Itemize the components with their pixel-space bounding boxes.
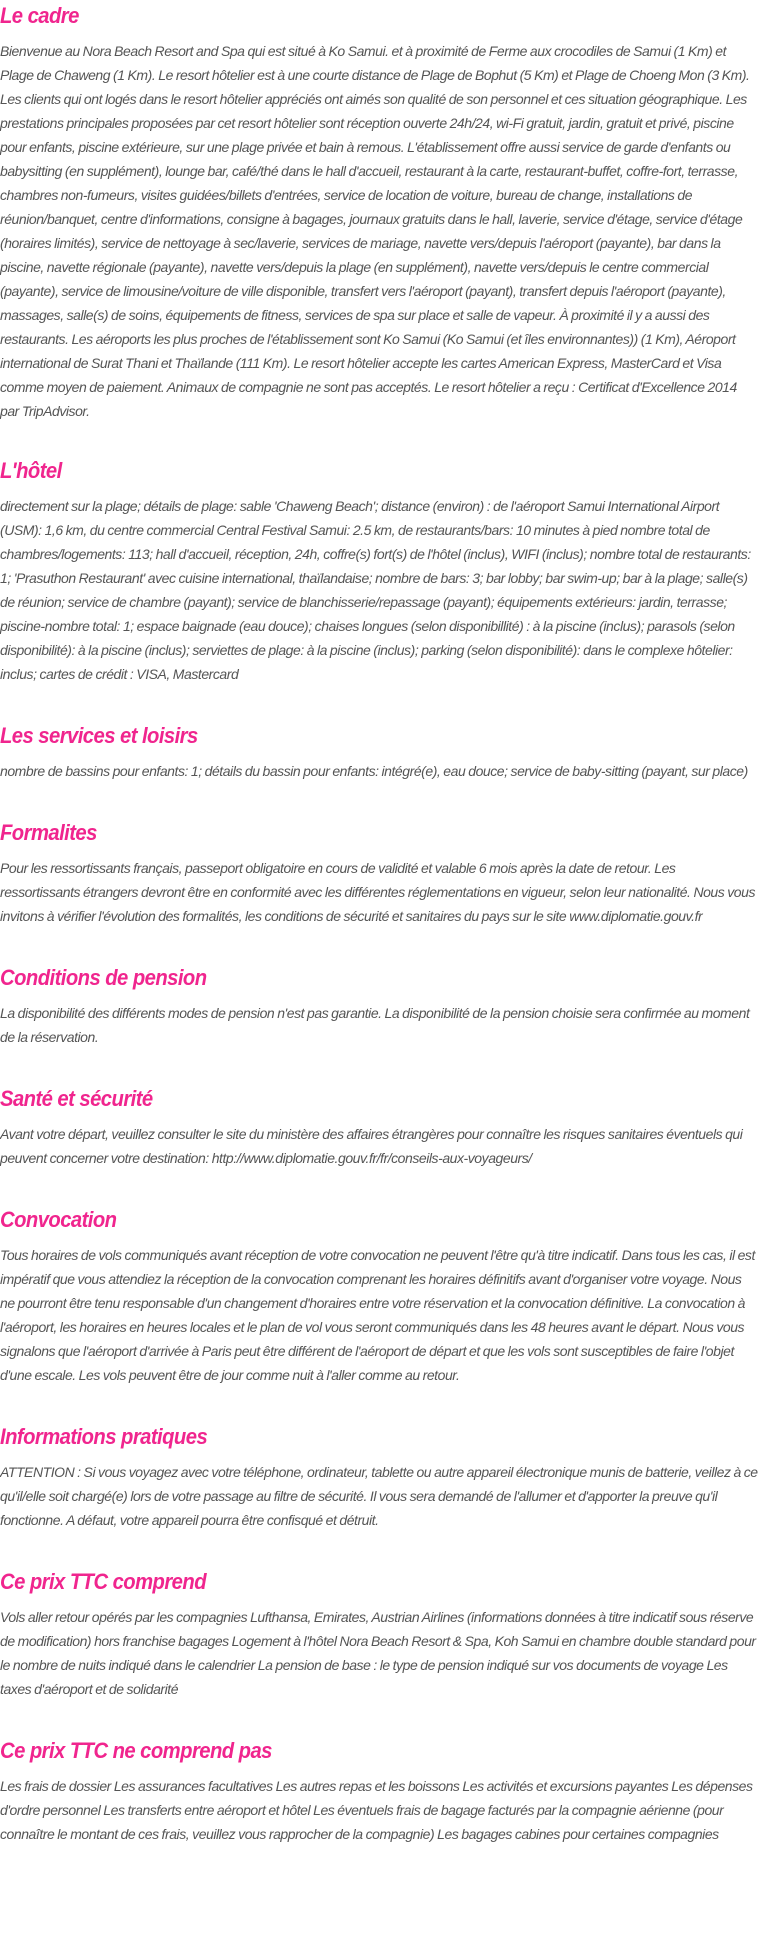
- section-services-loisirs: [0, 720, 758, 783]
- section-prix-comprend: [0, 1566, 758, 1701]
- section-body: nombre de bassins pour enfants: 1; détails du bassin pour enfants: intégré(e), eau douce; service de baby-sitting (payant, sur place): [0, 763, 748, 779]
- section-le-cadre: [0, 0, 758, 423]
- section-body: directement sur la plage; détails de plage: sable 'Chaweng Beach'; distance (environ) : de l'aéroport Samui International Airport (USM): 1,6 km, du centre commercial Central Festival Samui: 2.5 km, de restaurants/bars: 10 minutes à pied nombre total de chambres/logements: 113; hall d'accueil, réception, 24h, coffre(s) fort(s) de l'hôtel (inclus), WIFI (inclus); nombre total de restaurants: 1; 'Prasuthon Restaurant' avec cuisine international, thaïlandaise; nombre de bars: 3; bar lobby; bar swim-up; bar à la plage; salle(s) de réunion; service de chambre (payant); service de blanchisserie/repassage (payant); équipements extérieurs: jardin, terrasse; piscine-nombre total: 1; espace baignade (eau douce); chaises longues (selon disponibillité) : à la piscine (inclus); parasols (selon disponibilité): à la piscine (inclus); serviettes de plage: à la piscine (inclus); parking (selon disponibilité): dans le complexe hôtelier: inclus; cartes de crédit : VISA, Mastercard: [0, 498, 751, 682]
- section-convocation: [0, 1204, 758, 1387]
- section-title: Ce prix TTC ne comprend pas: [0, 1738, 272, 1763]
- section-title: Ce prix TTC comprend: [0, 1569, 207, 1594]
- section-body: ATTENTION : Si vous voyagez avec votre téléphone, ordinateur, tablette ou autre appareil électronique munis de batterie, veillez à ce qu'il/elle soit chargé(e) lors de votre passage au filtre de sécurité. Il vous sera demandé de l'allumer et d'apporter la preuve qu'il fonctionne. A défaut, votre appareil pourra être confisqué et détruit.: [0, 1464, 758, 1528]
- section-body: Avant votre départ, veuillez consulter le site du ministère des affaires étrangères pour connaître les risques sanitaires éventuels qui peuvent concerner votre destination: http://www.diplomatie.gouv.fr/fr/conseils-aux-voyageurs/: [0, 1126, 743, 1166]
- section-sante-securite: [0, 1083, 758, 1170]
- section-body: Vols aller retour opérés par les compagnies Lufthansa, Emirates, Austrian Airlines (informations données à titre indicatif sous réserve de modification) hors franchise bagages Logement à l'hôtel Nora Beach Resort & Spa, Koh Samui en chambre double standard pour le nombre de nuits indiqué dans le calendrier La pension de base : le type de pension indiqué sur vos documents de voyage Les taxes d'aéroport et de solidarité: [0, 1609, 756, 1697]
- section-prix-ne-comprend-pas: [0, 1735, 758, 1846]
- section-formalites: [0, 817, 758, 928]
- section-title: Informations pratiques: [0, 1424, 208, 1449]
- section-conditions-pension: [0, 962, 758, 1049]
- section-body: La disponibilité des différents modes de pension n'est pas garantie. La disponibilité de la pension choisie sera confirmée au moment de la réservation.: [0, 1005, 750, 1045]
- section-body: Pour les ressortissants français, passeport obligatoire en cours de validité et valable 6 mois après la date de retour. Les ressortissants étrangers devront être en conformité avec les différentes réglementations en vigueur, selon leur nationalité. Nous vous invitons à vérifier l'évolution des formalités, les conditions de sécurité et sanitaires du pays sur le site www.diplomatie.gouv.fr: [0, 860, 756, 924]
- section-title: Santé et sécurité: [0, 1086, 153, 1111]
- section-informations-pratiques: [0, 1421, 758, 1532]
- section-title: Le cadre: [0, 3, 79, 28]
- section-title: Conditions de pension: [0, 965, 207, 990]
- section-body: Les frais de dossier Les assurances facultatives Les autres repas et les boissons Les activités et excursions payantes Les dépenses d'ordre personnel Les transferts entre aéroport et hôtel Les éventuels frais de bagage facturés par la compagnie aérienne (pour connaître le montant de ces frais, veuillez vous rapprocher de la compagnie) Les bagages cabines pour certaines compagnies: [0, 1778, 753, 1842]
- section-title: Les services et loisirs: [0, 723, 198, 748]
- section-title: Formalites: [0, 820, 97, 845]
- section-body: Tous horaires de vols communiqués avant réception de votre convocation ne peuvent l'être qu'à titre indicatif. Dans tous les cas, il est impératif que vous attendiez la réception de la convocation comprenant les horaires définitifs avant d'organiser votre voyage. Nous ne pourront être tenu responsable d'un changement d'horaires entre votre réservation et la convocation définitive. La convocation à l'aéroport, les horaires en heures locales et le plan de vol vous seront communiqués dans les 48 heures avant le départ. Nous vous signalons que l'aéroport d'arrivée à Paris peut être différent de l'aéroport de départ et que les vols sont susceptibles de faire l'objet d'une escale. Les vols peuvent être de jour comme nuit à l'aller comme au retour.: [0, 1247, 755, 1383]
- section-hotel: [0, 455, 758, 686]
- section-title: Convocation: [0, 1207, 117, 1232]
- section-body: Bienvenue au Nora Beach Resort and Spa qui est situé à Ko Samui. et à proximité de Ferme aux crocodiles de Samui (1 Km) et Plage de Chaweng (1 Km). Le resort hôtelier est à une courte distance de Plage de Bophut (5 Km) et Plage de Choeng Mon (3 Km). Les clients qui ont logés dans le resort hôtelier appréciés ont aimés son qualité de son personnel et ces situation géographique. Les prestations principales proposées par cet resort hôtelier sont réception ouverte 24h/24, wi-Fi gratuit, jardin, gratuit et privé, piscine pour enfants, piscine extérieure, sur une plage privée et bain à remous. L'établissement offre aussi service de garde d'enfants ou babysitting (en supplément), lounge bar, café/thé dans le hall d'accueil, restaurant à la carte, restaurant-buffet, coffre-fort, terrasse, chambres non-fumeurs, visites guidées/billets d'entrées, service de location de voiture, bureau de change, installations de réunion/banquet, centre d'informations, consigne à bagages, journaux gratuits dans le hall, laverie, service d'étage, service d'étage (horaires limités), service de nettoyage à sec/laverie, services de mariage, navette vers/depuis l'aéroport (payante), bar dans la piscine, navette régionale (payante), navette vers/depuis la plage (en supplément), navette vers/depuis le centre commercial (payante), service de limousine/voiture de ville disponible, transfert vers l'aéroport (payant), transfert depuis l'aéroport (payante), massages, salle(s) de soins, équipements de fitness, services de spa sur place et salle de vapeur. À proximité il y a aussi des restaurants. Les aéroports les plus proches de l'établissement sont Ko Samui (Ko Samui (et îles environnantes)) (1 Km), Aéroport international de Surat Thani et Thaïlande (111 Km). Le resort hôtelier accepte les cartes American Express, MasterCard et Visa comme moyen de paiement. Animaux de compagnie ne sont pas acceptés. Le resort hôtelier a reçu : Certificat d'Excellence 2014 par TripAdvisor.: [0, 43, 750, 419]
- section-title: L'hôtel: [0, 458, 62, 483]
